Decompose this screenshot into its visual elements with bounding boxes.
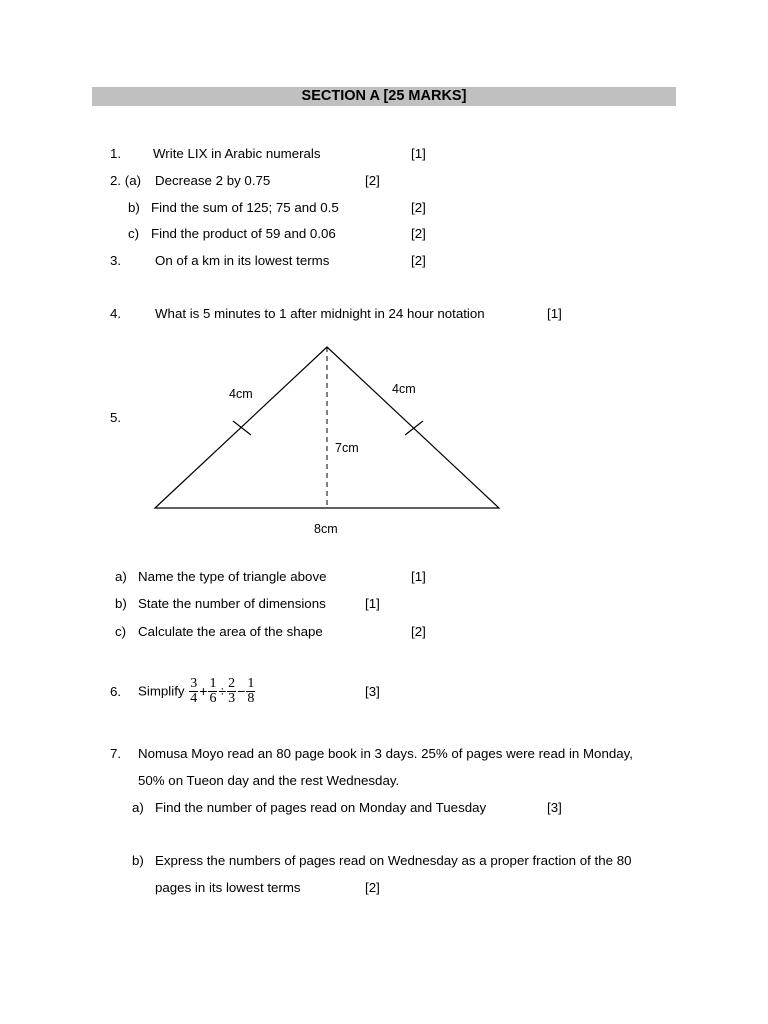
fraction-2-denominator: 6 [209, 690, 217, 706]
fraction-4-numerator: 1 [247, 675, 255, 691]
q7b-line-2: pages in its lowest terms [155, 880, 301, 895]
q2a-number: 2. (a) [110, 173, 142, 188]
q4-number: 4. [110, 306, 122, 321]
q5a-text: Name the type of triangle above [138, 569, 327, 584]
q1-text: Write LIX in Arabic numerals [153, 146, 321, 161]
q7-number: 7. [110, 746, 122, 761]
q5-number: 5. [110, 410, 122, 425]
q2b-text: Find the sum of 125; 75 and 0.5 [151, 200, 339, 215]
q3-marks: [2] [411, 253, 426, 268]
q7b-line-1: Express the numbers of pages read on Wednesday as a proper fraction of the 80 [155, 853, 632, 868]
fraction-1-numerator: 3 [190, 675, 198, 691]
q5a-marks: [1] [411, 569, 426, 584]
fraction-4-denominator: 8 [247, 690, 255, 706]
fraction-3-denominator: 3 [228, 690, 236, 706]
q6-number: 6. [110, 684, 122, 699]
q2a-text: Decrease 2 by 0.75 [155, 173, 271, 188]
fraction-4 [246, 677, 255, 706]
q5b-text: State the number of dimensions [138, 596, 326, 611]
q3-text: On of a km in its lowest terms [155, 253, 330, 268]
q2b-number: b) [128, 200, 140, 215]
q6-marks: [3] [365, 684, 380, 699]
minus-operator: − [237, 683, 246, 700]
right-side-label: 4cm [392, 382, 416, 396]
fraction-2-numerator: 1 [209, 675, 217, 691]
q2c-marks: [2] [411, 226, 426, 241]
q6-expression [138, 675, 256, 707]
fraction-2 [208, 677, 217, 706]
q7-line-1: Nomusa Moyo read an 80 page book in 3 days. 25% of pages were read in Monday, [138, 746, 633, 761]
divide-operator: ÷ [218, 683, 227, 700]
q6-label: Simplify [138, 683, 185, 699]
section-header: SECTION A [25 MARKS] [92, 87, 676, 106]
q2a-marks: [2] [365, 173, 380, 188]
plus-operator: + [199, 683, 208, 700]
q5a-number: a) [115, 569, 127, 584]
fraction-3-numerator: 2 [228, 675, 236, 691]
q7a-number: a) [132, 800, 144, 815]
q2b-marks: [2] [411, 200, 426, 215]
q2c-number: c) [128, 226, 140, 241]
base-label: 8cm [314, 522, 338, 536]
q4-text: What is 5 minutes to 1 after midnight in 24 hour notation [155, 306, 485, 321]
q1-number: 1. [110, 146, 122, 161]
q5c-marks: [2] [411, 624, 426, 639]
q7b-number: b) [132, 853, 144, 868]
height-label: 7cm [335, 441, 359, 455]
q7-line-2: 50% on Tueon day and the rest Wednesday. [138, 773, 400, 788]
q5c-number: c) [115, 624, 127, 639]
fraction-1 [189, 677, 198, 706]
q5b-marks: [1] [365, 596, 380, 611]
q5c-text: Calculate the area of the shape [138, 624, 323, 639]
q7a-text: Find the number of pages read on Monday and Tuesday [155, 800, 487, 815]
q7b-marks: [2] [365, 880, 380, 895]
fraction-1-denominator: 4 [190, 690, 198, 706]
q5b-number: b) [115, 596, 127, 611]
fraction-3 [227, 677, 236, 706]
q1-marks: [1] [411, 146, 426, 161]
q3-number: 3. [110, 253, 122, 268]
q2c-text: Find the product of 59 and 0.06 [151, 226, 336, 241]
left-side-label: 4cm [229, 387, 253, 401]
q7a-marks: [3] [547, 800, 562, 815]
q4-marks: [1] [547, 306, 562, 321]
